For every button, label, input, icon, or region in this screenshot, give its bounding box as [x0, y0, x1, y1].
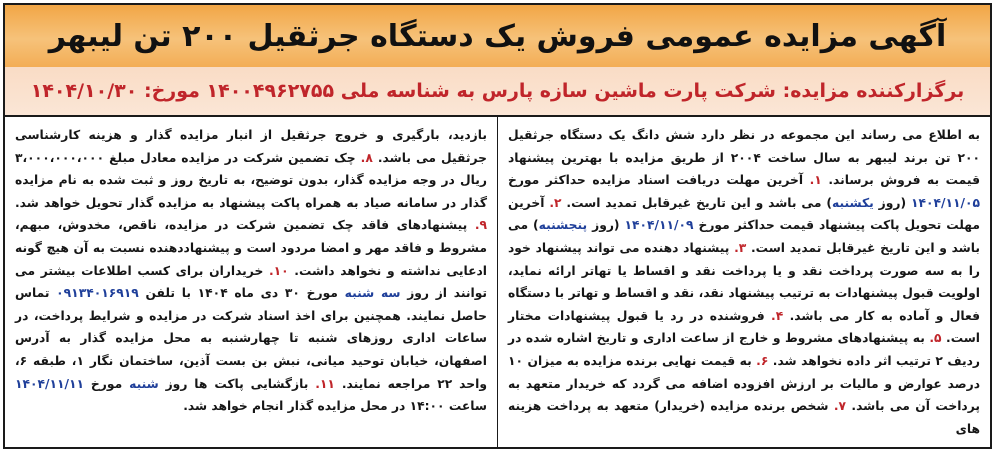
text-run: به پیشنهادهای مشروط و خارج از ساعت اداری و تاریخ اشاره شده در ردیف ۲ ترتیب اثر داده نخواهد شد.	[508, 331, 981, 368]
text-run: (روز	[587, 218, 625, 233]
text-run: مورخ	[84, 376, 130, 391]
ad-frame	[3, 3, 992, 449]
text-run: به قیمت نهایی برنده مزایده به میزان ۱۰ درصد عوارض و مالیات بر ارزش افزوده اضافه می گردد که خریدار متعهد به پرداخت آن می باشد.	[508, 353, 981, 414]
item-number: ۴.	[764, 308, 784, 323]
text-run: پیشنهادهای فاقد چک تضمین شرکت در مزایده، ناقص، مخدوش، مبهم، مشروط و فاقد مهر و امضا مردود است و پیشنهاددهنده نسبت به آن هیچ گونه ادعایی نداشته و نخواهد داشت.	[15, 218, 487, 278]
text-run: آخرین مهلت تحویل پاکت پیشنهاد قیمت حداکثر مورخ	[508, 195, 980, 233]
text-run: پیشنهاد دهنده می تواند پیشنهاد خود را به سه صورت پرداخت نقد و یا پرداخت نقد و اقساط یا تهاتر ارائه نماید، اولویت قبول پیشنهادات به ترتیب پیشنهاد نقد، نقد و اقساط و تهاتر با دستگاه فعال و آماده به کار می باشد.	[508, 240, 981, 323]
left-column	[5, 117, 497, 447]
highlighted-text: سه شنبه	[344, 286, 401, 301]
text-run: ) می باشد و این تاریخ غیرقابل تمدید است.	[561, 195, 832, 210]
ad-body	[5, 117, 990, 447]
text-run: مورخ ۳۰ دی ماه ۱۴۰۴ با تلفن	[138, 286, 345, 301]
text-run: تماس حاصل نمایند. همچنین برای اخذ اسناد شرکت در مزایده و شرایط پرداخت، در ساعات اداری روزهای شنبه تا چهارشنبه به محل مزایده گذار به آدرس اصفهان، خیابان توحید میانی، نبش بن بست آذین، ساختمان نگار ۱، طبقه ۶، واحد ۲۲ مراجعه نمایند.	[15, 286, 488, 391]
item-number: ۵.	[924, 331, 942, 346]
text-run: به اطلاع می رساند این مجموعه در نظر دارد شش دانگ یک دستگاه جرثقیل ۲۰۰ تن برند لیبهر به سال ساخت ۲۰۰۴ از طریق مزایده با بهترین پیشنهاد قیمت به فروش برساند.	[508, 128, 981, 188]
item-number: ۱۰.	[263, 263, 289, 278]
highlighted-text: پنجشنبه	[538, 218, 588, 233]
text-run: شخص برنده مزایده (خریدار) متعهد به پرداخت هزینه های	[508, 399, 980, 436]
organizer-band	[5, 67, 990, 117]
highlighted-text: ۰۹۱۳۴۰۱۶۹۱۹	[56, 286, 139, 301]
item-number: ۹.	[467, 218, 488, 233]
highlighted-text: ۱۴۰۴/۱۱/۱۱	[15, 376, 85, 391]
text-run: خریداران برای کسب اطلاعات بیشتر می توانند از روز	[15, 263, 488, 301]
highlighted-text: یکشنبه	[832, 195, 874, 210]
text-run: چک تضمین شرکت در مزایده معادل مبلغ ۳،۰۰۰،۰۰۰،۰۰۰ ریال در وجه مزایده گذار، بدون توضیح، به تاریخ روز و ثبت شده به نام مزایده گذار در سامانه صیاد به همراه پاکت پیشنهاد به مزایده گذار تحویل خواهد شد.	[15, 150, 487, 210]
item-number: ۱۱.	[308, 376, 335, 391]
item-number: ۶.	[751, 353, 769, 368]
item-number: ۱.	[803, 173, 822, 188]
text-run: فروشنده در رد یا قبول پیشنهادات مختار است.	[508, 308, 981, 346]
text-run: (روز	[873, 195, 911, 210]
text-run: بازدید، بارگیری و خروج جرثقیل از انبار مزایده گذار و هزینه کارشناسی جرثقیل می باشد.	[15, 128, 488, 165]
text-run: ساعت ۱۴:۰۰ در محل مزایده گذار انجام خواهد شد.	[183, 399, 487, 414]
right-column	[497, 117, 990, 447]
item-number: ۳.	[729, 240, 747, 255]
text-run: ) می باشد و این تاریخ غیرقابل تمدید است.	[508, 218, 981, 255]
item-number: ۷.	[828, 399, 847, 414]
highlighted-text: ۱۴۰۴/۱۱/۰۹	[624, 218, 694, 233]
item-number: ۲.	[544, 195, 562, 210]
item-number: ۸.	[355, 150, 373, 165]
title-band	[5, 5, 990, 69]
highlighted-text: شنبه	[129, 376, 159, 391]
text-run: بازگشایی پاکت ها روز	[158, 376, 309, 391]
organizer-line: برگزارکننده مزایده: شرکت پارت ماشین سازه پارس به شناسه ملی ۱۴۰۰۴۹۶۲۷۵۵ مورخ: ۱۴۰۴/۱۰/۳۰	[30, 80, 965, 102]
highlighted-text: ۱۴۰۴/۱۱/۰۵	[911, 195, 981, 210]
ad-title: آگهی مزایده عمومی فروش یک دستگاه جرثقیل ۲۰۰ تن لیبهر	[48, 18, 947, 54]
text-run: آخرین مهلت دریافت اسناد مزایده حداکثر مورخ	[508, 173, 804, 188]
